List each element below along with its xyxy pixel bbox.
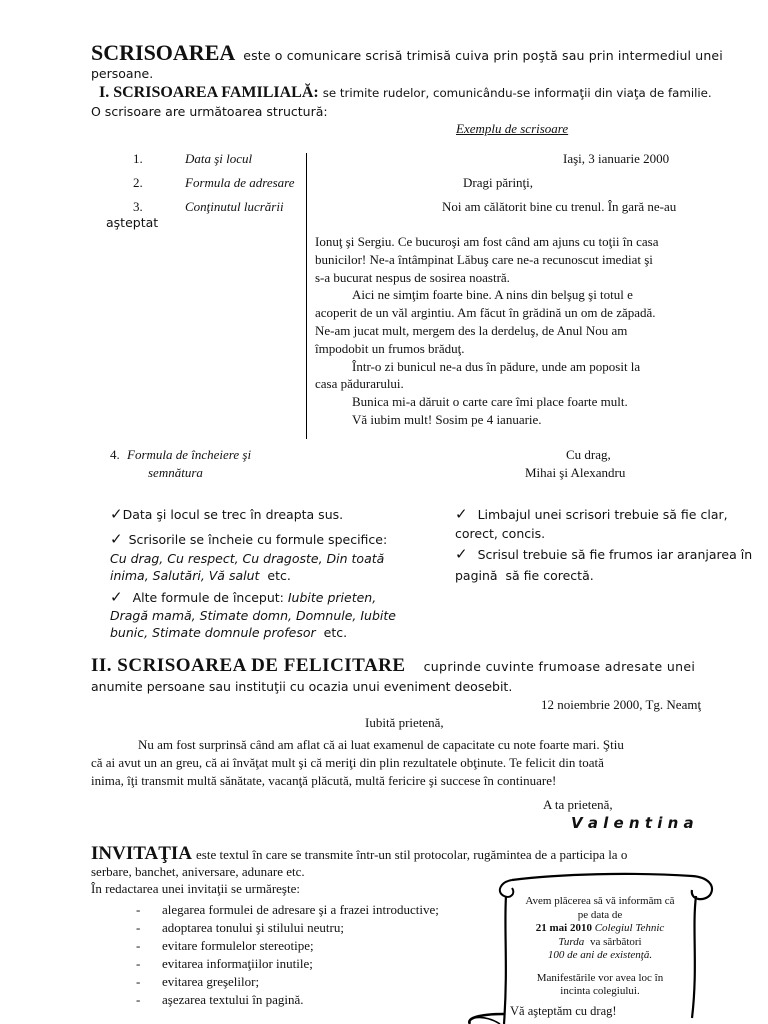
note-right-2: ✓ Scrisul trebuie să fie frumos iar aranjarea în	[455, 545, 753, 563]
note-left-3-line2: Dragă mamă, Stimate domn, Domnule, Iubite	[110, 608, 396, 623]
scroll-line: Manifestările vor avea loc în	[536, 971, 664, 984]
section3-line-3: În redactarea unei invitaţii se urmăreşte:	[91, 881, 300, 896]
check-icon: ✓	[455, 545, 468, 563]
section2-signature: V a l e n t i n a	[571, 814, 694, 832]
letter-line: împodobit un frumos brăduţ.	[315, 340, 465, 356]
structure-divider	[306, 153, 307, 439]
list-item: - evitare formulelor stereotipe;	[136, 938, 314, 953]
section1-heading-line	[99, 84, 712, 102]
section3-heading-line	[91, 843, 627, 865]
letter-line: Vă iubim mult! Sosim pe 4 ianuarie.	[352, 411, 542, 427]
section2-date-place: 12 noiembrie 2000, Tg. Neamţ	[541, 697, 702, 712]
list-item: - evitarea informaţiilor inutile;	[136, 956, 313, 971]
note-right-2-line2: pagină să fie corectă.	[455, 568, 594, 583]
section2-greeting: Iubită prietenă,	[365, 715, 444, 730]
scroll-line: Vă aşteptăm cu drag!	[510, 1003, 617, 1018]
letter-signature: Mihai şi Alexandru	[525, 465, 626, 480]
section1-heading: I. SCRISOAREA FAMILIALĂ:	[99, 84, 319, 101]
section2-heading: II. SCRISOAREA DE FELICITARE	[91, 655, 406, 676]
structure-item-1: 1. Data şi locul	[133, 151, 253, 166]
letter-line: Aici ne simţim foarte bine. A nins din belşug şi totul e	[352, 287, 633, 303]
letter-line: Ionuţ şi Sergiu. Ce bucuroşi am fost când am ajuns cu toţii în casa	[315, 234, 659, 249]
letter-closing: Cu drag,	[566, 447, 611, 462]
letter-greeting: Dragi părinţi,	[463, 175, 534, 190]
section2-heading-rest: cuprinde cuvinte frumoase adresate unei	[423, 659, 696, 674]
note-right-1-line2: corect, concis.	[455, 526, 546, 541]
section2-heading-line	[91, 655, 695, 677]
letter-date-place: Iaşi, 3 ianuarie 2000	[563, 151, 670, 166]
scroll-line: pe data de	[577, 908, 623, 921]
section3-heading: INVITAŢIA	[91, 843, 193, 864]
intro-text: este o comunicare scrisă trimisă cuiva prin poştă sau prin intermediul unei	[243, 48, 723, 63]
note-left-2-line2: Cu drag, Cu respect, Cu dragoste, Din toată	[110, 551, 385, 566]
intro-title: SCRISOAREA	[91, 40, 236, 65]
check-icon: ✓	[110, 530, 123, 548]
section2-body-line: că ai avut un an greu, că ai învăţat mult şi că meriţi din plin rezultatele obţinute. Te felicit din toată	[91, 755, 604, 770]
scroll-line: Avem plăcerea să vă informăm că	[525, 895, 675, 907]
intro-line-2: persoane.	[91, 66, 154, 81]
letter-first-line: Noi am călătorit bine cu trenul. În gară ne-au	[442, 199, 677, 214]
check-icon: ✓	[455, 505, 468, 523]
list-item: - adoptarea tonului şi stilului neutru;	[136, 920, 344, 935]
note-left-3-line3: bunic, Stimate domnule profesor etc.	[110, 625, 348, 640]
section1-heading-rest: se trimite rudelor, comunicându-se informaţii din viaţa de familie.	[322, 86, 712, 100]
note-left-2-line3: inima, Salutări, Vă salut etc.	[110, 568, 291, 583]
letter-line: bunicilor! Ne-a întâmpinat Lăbuş care ne-a recunoscut imediat şi	[315, 251, 653, 267]
scroll-text	[506, 895, 694, 1018]
section2-body-line: Nu am fost surprinsă când am aflat că ai luat examenul de capacitate cu note foarte mari. Ştiu	[138, 737, 624, 752]
note-right-1: ✓ Limbajul unei scrisori trebuie să fie clar,	[455, 505, 728, 523]
section3-heading-rest: este textul în care se transmite într-un stil protocolar, rugămintea de a participa la o	[196, 847, 628, 862]
section3-line-2: serbare, banchet, aniversare, adunare etc.	[91, 864, 305, 879]
letter-line: Ne-am jucat mult, mergem des la derdeluş, de Anul Nou am	[315, 322, 628, 338]
check-icon: ✓	[110, 505, 123, 523]
structure-item-3: 3. Conţinutul lucrării	[133, 199, 284, 214]
note-left-3: ✓ Alte formule de început: Iubite prieten,	[110, 588, 377, 606]
structure-item-4: 4. Formula de încheiere şi	[110, 447, 252, 462]
list-item: - aşezarea textului în pagină.	[136, 992, 304, 1007]
scroll-line: Turda va sărbători	[558, 935, 642, 948]
note-left-1: ✓Data şi locul se trec în dreapta sus.	[110, 505, 344, 523]
letter-line: Într-o zi bunicul ne-a dus în pădure, unde am poposit la	[352, 358, 641, 374]
letter-line: s-a bucurat nespus de sosirea noastră.	[315, 269, 510, 285]
section3-list	[136, 902, 439, 1010]
letter-body	[315, 234, 658, 430]
letter-line: Bunica mi-a dăruit o carte care îmi place foarte mult.	[352, 394, 628, 410]
intro-line-1	[91, 40, 723, 66]
list-item: - evitarea greşelilor;	[136, 974, 260, 989]
scroll-line: incinta colegiului.	[560, 985, 640, 997]
structure-item-4-line2: semnătura	[148, 465, 203, 480]
scroll-line: 100 de ani de existenţă.	[547, 949, 653, 961]
check-icon: ✓	[110, 588, 123, 606]
structure-item-2: 2. Formula de adresare	[133, 175, 295, 190]
note-left-2: ✓ Scrisorile se încheie cu formule specifice:	[110, 530, 388, 548]
structure-line: O scrisoare are următoarea structură:	[91, 104, 328, 119]
section2-body-line: inima, îţi transmit multă sănătate, vacanţă plăcută, multă fericire şi succese în continuare!	[91, 773, 557, 788]
section2-line-2: anumite persoane sau instituţii cu ocazia unui eveniment deosebit.	[91, 679, 513, 694]
example-title: Exemplu de scrisoare	[456, 121, 569, 136]
section2-body	[91, 737, 735, 791]
list-item: - alegarea formulei de adresare şi a frazei introductive;	[136, 902, 439, 917]
scroll-line: 21 mai 2010 Colegiul Tehnic	[535, 922, 665, 934]
letter-line: acoperit de un văl argintiu. Am făcut în grădină un om de zăpadă.	[315, 305, 656, 321]
letter-wrap-word: aşteptat	[106, 215, 159, 230]
section2-closing: A ta prietenă,	[543, 797, 613, 812]
letter-line: casa pădurarului.	[315, 376, 404, 392]
